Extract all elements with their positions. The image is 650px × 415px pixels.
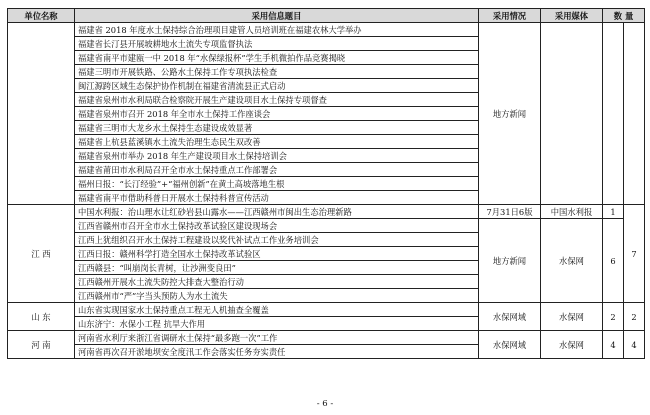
header-title: 采用信息题目 (75, 9, 479, 23)
table-row (8, 303, 645, 317)
media-cell: 水保网 (541, 219, 603, 303)
table-row (8, 331, 645, 345)
header-unit: 单位名称 (8, 9, 75, 23)
count-cell: 1 (603, 205, 624, 219)
status-cell: 地方新闻 (479, 23, 541, 205)
info-title-cell: 福建省三明市大龙乡水土保持生态建设成效显著 (75, 121, 479, 135)
total-cell: 4 (624, 331, 645, 359)
info-title-cell: 福建三明市开展铁路、公路水土保持工作专项执法检查 (75, 65, 479, 79)
info-title-cell: 江西日报：赣州科学打造全国水土保持改革试验区 (75, 247, 479, 261)
info-title-cell: 福建省上杭县蓝溪镇水土流失治理生态民生双改善 (75, 135, 479, 149)
table-row (8, 219, 645, 233)
status-cell: 水保网域 (479, 303, 541, 331)
count-cell: 2 (603, 303, 624, 331)
header-count: 数 量 (603, 9, 645, 23)
table-header-row (8, 9, 645, 23)
media-cell: 水保网 (541, 303, 603, 331)
total-cell: 2 (624, 303, 645, 331)
total-cell (624, 23, 645, 205)
table-row (8, 23, 645, 37)
table-row (8, 205, 645, 219)
unit-cell: 山 东 (8, 303, 75, 331)
info-title-cell: 中国水利报：治山理水让红砂岩县山露水——江西赣州市闽出生态治理新路 (75, 205, 479, 219)
status-cell: 水保网域 (479, 331, 541, 359)
info-title-cell: 福州日报：“长汀经验”+“福州创新”在黄土高坡落地生根 (75, 177, 479, 191)
table-body (8, 23, 645, 359)
info-title-cell: 江西赣县：“叫崩岗长青树，让沙洲变良田” (75, 261, 479, 275)
unit-cell (8, 23, 75, 205)
info-title-cell: 福建省南平市借助科普日开展水土保持科普宣传活动 (75, 191, 479, 205)
count-cell: 4 (603, 331, 624, 359)
info-title-cell: 江西赣州开展水土流失防控大排查大整治行动 (75, 275, 479, 289)
media-cell: 中国水利报 (541, 205, 603, 219)
info-title-cell: 山东济宁：水保小工程 抗旱大作用 (75, 317, 479, 331)
media-cell (541, 23, 603, 205)
info-title-cell: 福建省泉州市召开 2018 年全市水土保持工作座谈会 (75, 107, 479, 121)
unit-cell: 江 西 (8, 205, 75, 303)
info-title-cell: 河南省再次召开淤地坝安全度汛工作会落实任务夯实责任 (75, 345, 479, 359)
info-title-cell: 福建省莆田市水利局召开全市水土保持重点工作部署会 (75, 163, 479, 177)
count-cell: 6 (603, 219, 624, 303)
info-title-cell: 江西上犹组织召开水土保持工程建设以奖代补试点工作业务培训会 (75, 233, 479, 247)
total-cell: 7 (624, 205, 645, 303)
count-cell (603, 23, 624, 205)
info-title-cell: 江西赣州市“严”字当头预防人为水土流失 (75, 289, 479, 303)
status-cell: 7月31日6版 (479, 205, 541, 219)
media-cell: 水保网 (541, 331, 603, 359)
info-title-cell: 河南省水利厅来浙江省调研水土保持“最多跑一次”工作 (75, 331, 479, 345)
info-title-cell: 福建省泉州市举办 2018 年生产建设项目水土保持培训会 (75, 149, 479, 163)
page-number: - 6 - (316, 399, 334, 409)
status-cell: 地方新闻 (479, 219, 541, 303)
info-title-cell: 山东省实现国家水土保持重点工程无人机抽查全覆盖 (75, 303, 479, 317)
info-title-cell: 福建省泉州市水利局联合检察院开展生产建设项目水土保持专项督查 (75, 93, 479, 107)
info-title-cell: 江西省赣州市召开全市水土保持改革试验区建设现场会 (75, 219, 479, 233)
info-title-cell: 福建省长汀县开展坡耕地水土流失专项监督执法 (75, 37, 479, 51)
info-title-cell: 福建省南平市建瓯一中 2018 年“水保绿报杯”学生手机微拍作品竞赛揭晓 (75, 51, 479, 65)
unit-cell: 河 南 (8, 331, 75, 359)
info-title-cell: 闽江源跨区域生态保护协作机制在福建省清流县正式启动 (75, 79, 479, 93)
info-adoption-table (7, 8, 645, 359)
info-title-cell: 福建省 2018 年度水土保持综合治理项目建管人员培训班在福建农林大学举办 (75, 23, 479, 37)
header-media: 采用媒体 (541, 9, 603, 23)
header-status: 采用情况 (479, 9, 541, 23)
